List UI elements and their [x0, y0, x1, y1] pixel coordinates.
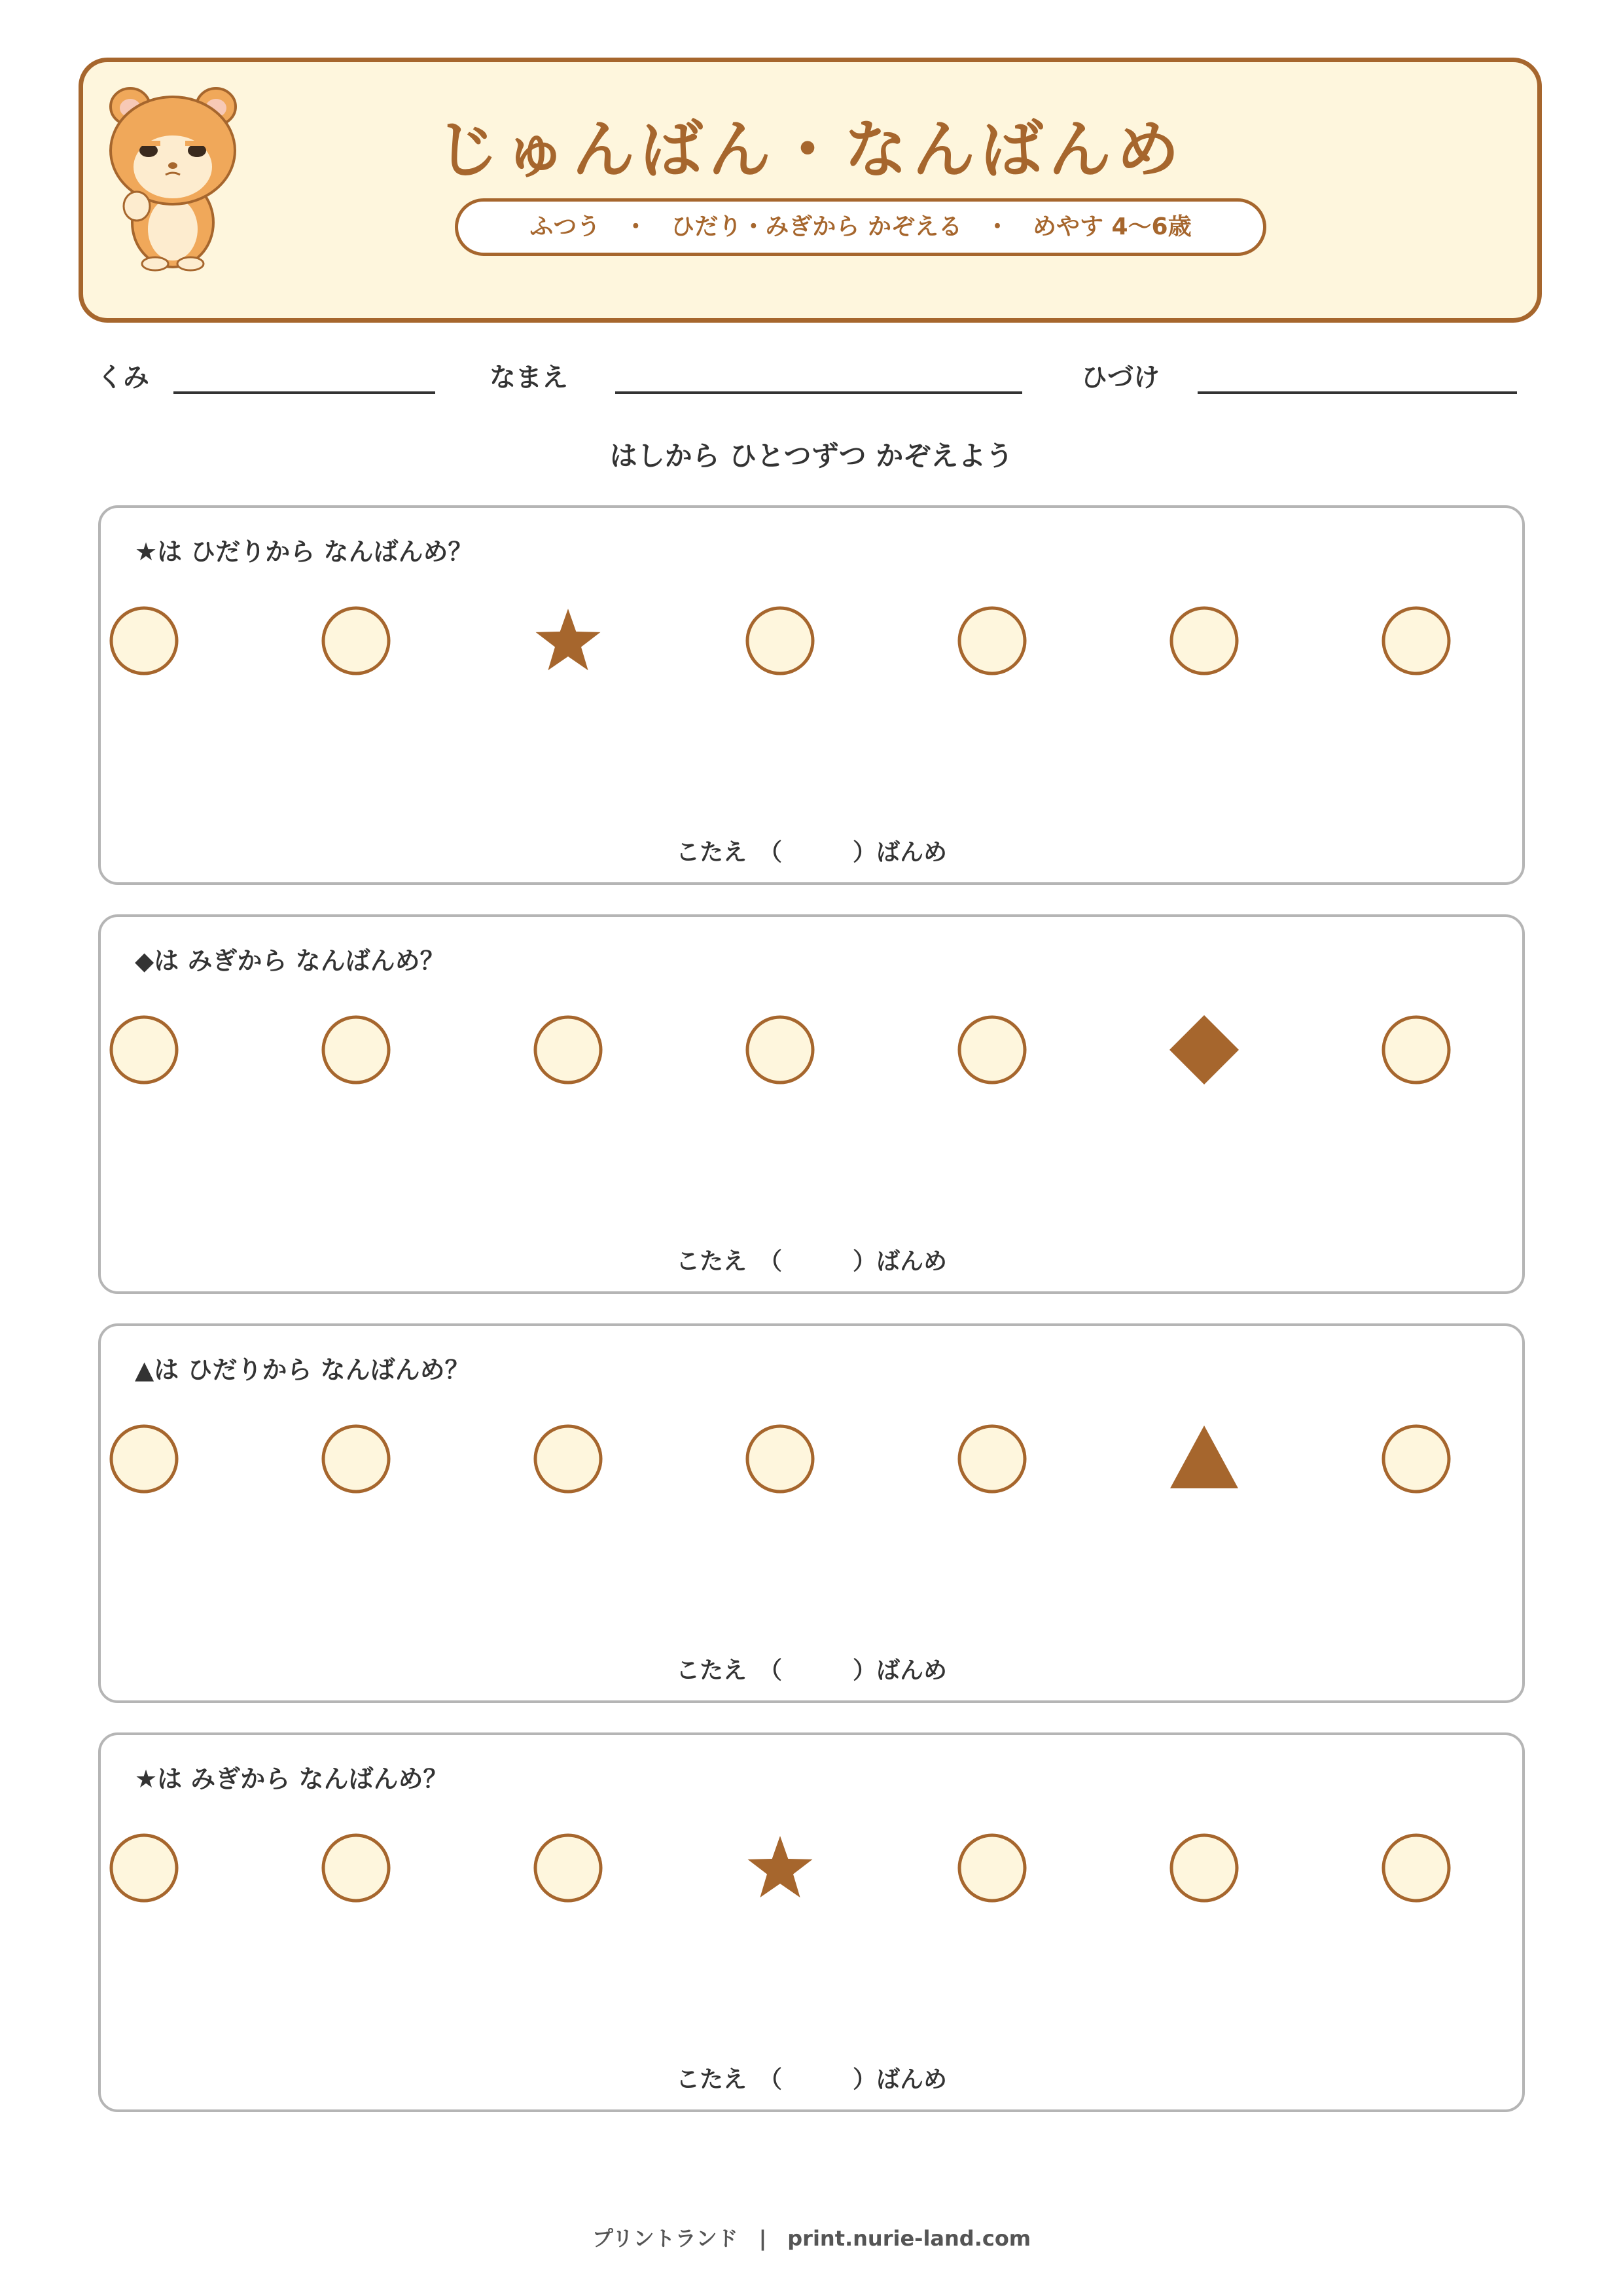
- worksheet-subtitle: ふつう ・ ひだり・みぎから かぞえる ・ めやす 4〜6歳: [455, 198, 1266, 256]
- question-card: [98, 1732, 1525, 2112]
- circle-shape-icon: [744, 605, 816, 677]
- circle-shape-icon: [108, 1014, 180, 1086]
- circle-shape-icon: [320, 1014, 392, 1086]
- circle-shape-icon: [744, 1014, 816, 1086]
- name-field[interactable]: [615, 391, 1022, 394]
- circle-shape-icon: [108, 605, 180, 677]
- answer-field[interactable]: こたえ （ ）ばんめ: [675, 2066, 947, 2093]
- circle-shape-icon: [320, 605, 392, 677]
- star-shape-icon: [744, 1832, 816, 1904]
- page-title: じゅんばん・なんばんめ: [436, 113, 1185, 187]
- circle-shape-icon: [1380, 1832, 1452, 1904]
- class-field[interactable]: [173, 391, 435, 394]
- question-card: [98, 505, 1525, 885]
- worksheet-header: [79, 58, 1542, 323]
- name-label: なまえ: [490, 363, 568, 393]
- star-shape-icon: [532, 605, 604, 677]
- circle-shape-icon: [108, 1832, 180, 1904]
- circle-shape-icon: [956, 605, 1028, 677]
- date-field[interactable]: [1198, 391, 1517, 394]
- question-card: [98, 1323, 1525, 1703]
- circle-shape-icon: [1380, 1423, 1452, 1495]
- circle-shape-icon: [108, 1423, 180, 1495]
- answer-field[interactable]: こたえ （ ）ばんめ: [675, 1657, 947, 1684]
- triangle-shape-icon: [1168, 1423, 1240, 1495]
- question-prompt: ★は ひだりから なんばんめ？: [135, 537, 473, 566]
- answer-field[interactable]: こたえ （ ）ばんめ: [675, 839, 947, 866]
- circle-shape-icon: [532, 1423, 604, 1495]
- circle-shape-icon: [1168, 1832, 1240, 1904]
- circle-shape-icon: [956, 1423, 1028, 1495]
- footer-credit: プリントランド | print.nurie-land.com: [592, 2226, 1031, 2251]
- question-prompt: ▲は ひだりから なんばんめ？: [135, 1355, 470, 1384]
- question-prompt: ◆は みぎから なんばんめ？: [135, 946, 445, 975]
- circle-shape-icon: [320, 1832, 392, 1904]
- class-label: くみ: [97, 363, 149, 393]
- circle-shape-icon: [532, 1832, 604, 1904]
- circle-shape-icon: [1380, 605, 1452, 677]
- question-prompt: ★は みぎから なんばんめ？: [135, 1765, 448, 1793]
- question-card: [98, 914, 1525, 1294]
- diamond-shape-icon: [1168, 1014, 1240, 1086]
- circle-shape-icon: [956, 1832, 1028, 1904]
- date-label: ひづけ: [1081, 363, 1160, 393]
- circle-shape-icon: [744, 1423, 816, 1495]
- circle-shape-icon: [1168, 605, 1240, 677]
- circle-shape-icon: [320, 1423, 392, 1495]
- circle-shape-icon: [956, 1014, 1028, 1086]
- circle-shape-icon: [1380, 1014, 1452, 1086]
- answer-field[interactable]: こたえ （ ）ばんめ: [675, 1248, 947, 1275]
- instruction-text: はしから ひとつずつ かぞえよう: [609, 440, 1014, 472]
- circle-shape-icon: [532, 1014, 604, 1086]
